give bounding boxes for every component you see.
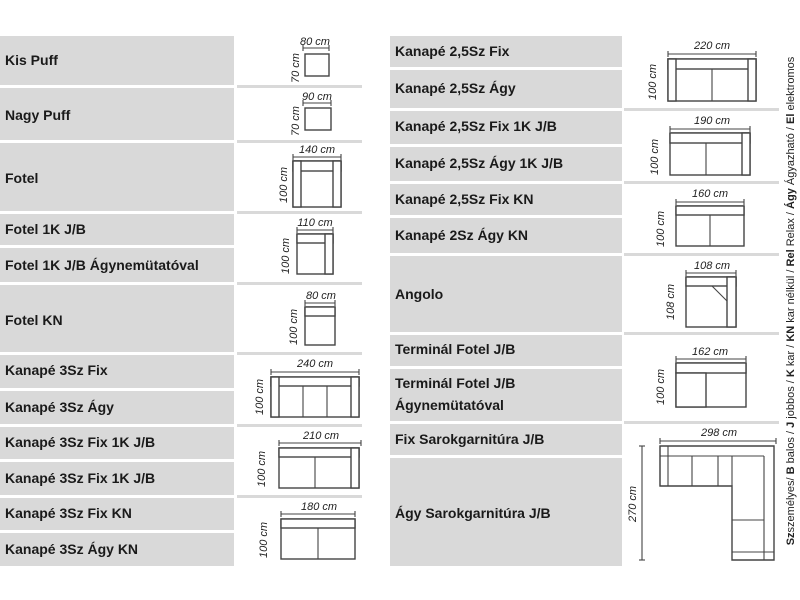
dim-kanape-3sz-1k-h: 100 cm <box>256 450 268 488</box>
label-kanape-25sz-fix-1k: Kanapé 2,5Sz Fix 1K J/B <box>395 118 557 134</box>
dim-kanape-kn-h: 100 cm <box>655 210 667 248</box>
dim-angolo-w: 108 cm <box>693 260 731 272</box>
dim-sarok-w: 298 cm <box>700 427 738 439</box>
dim-fotel-h: 100 cm <box>278 166 290 204</box>
dim-fotel-1k-h: 100 cm <box>280 237 292 275</box>
dim-sarok-h: 270 cm <box>627 485 639 523</box>
label-kanape-2sz-agy-kn: Kanapé 2Sz Ágy KN <box>395 227 529 243</box>
dim-kanape-3sz-h: 100 cm <box>254 378 266 416</box>
diagram-kanape-25sz <box>624 36 779 108</box>
dim-fotel-kn-h: 100 cm <box>288 308 300 346</box>
dim-kanape-3sz-w: 240 cm <box>296 358 334 370</box>
dim-kis-puff-w: 80 cm <box>300 36 330 48</box>
dim-kanape-25sz-w: 220 cm <box>693 40 731 52</box>
label-kanape-3sz-agy: Kanapé 3Sz Ágy <box>5 399 114 415</box>
label-kanape-25sz-agy-1k: Kanapé 2,5Sz Ágy 1K J/B <box>395 155 564 171</box>
label-fotel-1k: Fotel 1K J/B <box>5 221 86 237</box>
label-agy-sarok: Ágy Sarokgarnitúra J/B <box>395 505 551 521</box>
diagram-fotel-kn <box>237 285 362 352</box>
dim-kis-puff-h: 70 cm <box>290 53 302 83</box>
label-kanape-25sz-fix: Kanapé 2,5Sz Fix <box>395 43 510 59</box>
legend-vertical <box>781 36 800 566</box>
dim-fotel-1k-w: 110 cm <box>297 217 333 229</box>
label-kanape-3sz-fix: Kanapé 3Sz Fix <box>5 362 108 378</box>
label-kanape-3sz-fix-1k-b: Kanapé 3Sz Fix 1K J/B <box>5 470 156 486</box>
dim-kanape-kn-w: 160 cm <box>691 188 729 200</box>
diagram-kanape-25sz-1k <box>624 111 779 181</box>
dim-kanape-3sz-kn-h: 100 cm <box>258 521 270 559</box>
label-terminal-fotel: Terminál Fotel J/B <box>395 341 516 357</box>
dim-nagy-puff-w: 90 cm <box>302 91 332 103</box>
diagram-sarok <box>624 424 779 566</box>
dim-kanape-25sz-1k-h: 100 cm <box>649 138 661 176</box>
dim-kanape-3sz-1k-w: 210 cm <box>302 430 340 442</box>
label-fotel: Fotel <box>5 170 39 186</box>
dim-fotel-w: 140 cm <box>298 144 336 156</box>
dim-angolo-h: 108 cm <box>665 283 677 321</box>
diagram-angolo <box>624 256 779 332</box>
diagram-kanape-3sz-1k <box>237 427 362 495</box>
label-kanape-3sz-agy-kn: Kanapé 3Sz Ágy KN <box>5 541 139 557</box>
label-fotel-kn: Fotel KN <box>5 312 63 328</box>
diagram-nagy-puff <box>237 88 362 140</box>
label-angolo: Angolo <box>395 286 444 302</box>
label-kanape-3sz-fix-kn: Kanapé 3Sz Fix KN <box>5 505 132 521</box>
diagram-kanape-3sz-kn <box>237 498 362 566</box>
dim-terminal-w: 162 cm <box>691 346 729 358</box>
dim-kanape-25sz-h: 100 cm <box>647 63 659 101</box>
label-kanape-25sz-agy: Kanapé 2,5Sz Ágy <box>395 80 516 96</box>
label-fotel-1k-agy: Fotel 1K J/B Ágynemütatóval <box>5 257 199 273</box>
label-nagy-puff: Nagy Puff <box>5 107 71 123</box>
diagram-kis-puff <box>237 36 362 85</box>
diagram-terminal <box>624 335 779 421</box>
label-kanape-3sz-fix-1k-a: Kanapé 3Sz Fix 1K J/B <box>5 434 156 450</box>
legend-text: Szszemélyes/ B balos / J jobbos / K kar / KN kar nélkül / Rel Relax / Ágy Ágyazható / El elektromos <box>784 56 797 546</box>
dim-kanape-25sz-1k-w: 190 cm <box>693 115 731 127</box>
label-kanape-25sz-fix-kn: Kanapé 2,5Sz Fix KN <box>395 191 534 207</box>
dim-kanape-3sz-kn-w: 180 cm <box>300 501 338 513</box>
dim-fotel-kn-w: 80 cm <box>306 290 336 302</box>
label-terminal-fotel-agy: Terminál Fotel J/B Ágynemütatóval <box>395 375 516 413</box>
diagram-fotel <box>237 143 362 211</box>
label-kis-puff: Kis Puff <box>5 52 58 68</box>
diagram-fotel-1k <box>237 214 362 282</box>
dim-terminal-h: 100 cm <box>655 368 667 406</box>
diagram-kanape-3sz <box>237 355 362 424</box>
dim-nagy-puff-h: 70 cm <box>290 106 302 136</box>
label-fix-sarok: Fix Sarokgarnitúra J/B <box>395 431 545 447</box>
diagram-kanape-kn <box>624 184 779 253</box>
